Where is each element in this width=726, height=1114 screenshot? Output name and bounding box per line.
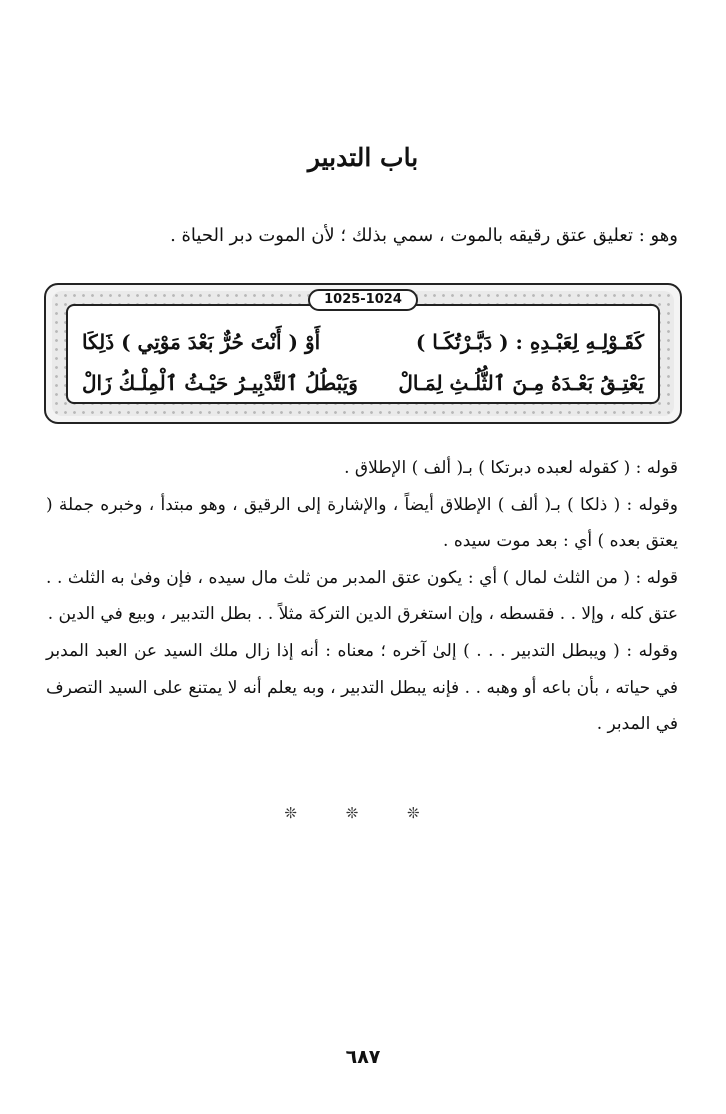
verse-line-1-first-hemistich: كَقَـوْلِـهِ لِعَبْـدِهِ : ( دَبَّـرْتُكَـا ) bbox=[415, 330, 644, 354]
verse-number-badge: 1025-1024 bbox=[308, 289, 418, 311]
commentary-paragraph: وقوله : ( ذلكا ) بـ( ألف ) الإطلاق أيضاً ، والإشارة إلى الرقيق ، وهو مبتدأ ، وخبره جملة ( يعتق بعده ) أي : بعد موت سيده . bbox=[46, 494, 678, 552]
page-number: ٦٨٧ bbox=[345, 1046, 381, 1068]
verse-line-2-first-hemistich: يَعْتِـقُ بَعْـدَهُ مِـنَ ٱلثُّلُـثِ لِمَـالْ bbox=[398, 371, 644, 395]
verse-frame bbox=[44, 283, 682, 424]
intro-paragraph: وهو : تعليق عتق رقيقه بالموت ، سمي بذلك ؛ لأن الموت دبر الحياة . bbox=[170, 225, 678, 246]
commentary bbox=[46, 450, 678, 743]
section-divider-ornament: ❊ ❊ ❊ bbox=[284, 804, 442, 822]
commentary-paragraph: وقوله : ( ويبطل التدبير . . . ) إلىٰ آخره ؛ معناه : أنه إذا زال ملك السيد عن العبد المدبر في حياته ، بأن باعه أو وهبه . . فإنه يبطل التدبير ، وبه يعلم أنه لا يمتنع على السيد التصرف في المدبر . bbox=[46, 640, 678, 735]
verse-line-2-second-hemistich: وَيَبْطُلُ ٱلتَّدْبِيـرُ حَيْـثُ ٱلْمِلْـكُ زَالْ bbox=[82, 371, 358, 395]
commentary-paragraph: قوله : ( من الثلث لمال ) أي : يكون عتق المدبر من ثلث مال سيده ، فإن وفىٰ به الثلث . . عتق كله ، وإلا . . فقسطه ، وإن استغرق الدين التركة مثلاً . . بطل التدبير ، وبيع في الدين . bbox=[46, 567, 678, 625]
verse-line-2 bbox=[82, 363, 644, 403]
commentary-paragraph: قوله : ( كقوله لعبده دبرتكا ) بـ( ألف ) الإطلاق . bbox=[344, 458, 678, 478]
verse-line-1 bbox=[82, 322, 644, 362]
verse-box bbox=[66, 304, 660, 404]
verse-line-1-second-hemistich: أَوْ ( أَنْتَ حُرٌّ بَعْدَ مَوْتِي ) ذَلِكَا bbox=[82, 330, 321, 354]
chapter-title: باب التدبير bbox=[307, 143, 419, 172]
